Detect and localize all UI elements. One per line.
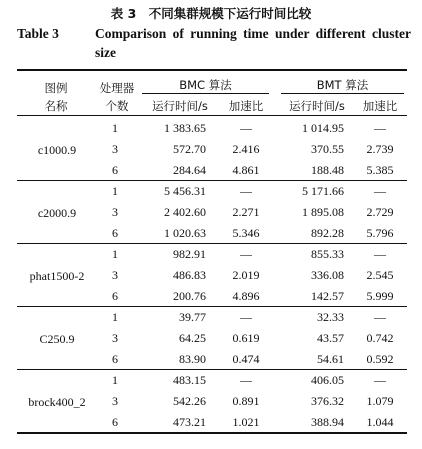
processor-count: 6 — [112, 226, 118, 240]
bmc-speedup: — — [240, 184, 252, 198]
top-rule — [17, 69, 407, 71]
bmc-speedup: — — [240, 247, 252, 261]
bmt-speedup: 1.079 — [366, 394, 394, 408]
graph-name: c1000.9 — [37, 143, 77, 157]
bmc-speedup: 0.474 — [232, 352, 260, 366]
bmt-runtime: 370.55 — [311, 142, 344, 156]
bmt-speedup: — — [374, 247, 386, 261]
bmc-runtime: 284.64 — [173, 163, 206, 177]
header-bmt-runtime: 运行时间/s — [289, 99, 345, 113]
processor-count: 6 — [112, 163, 118, 177]
table-label: Table 3 — [17, 26, 59, 41]
graph-name: c2000.9 — [37, 206, 77, 220]
bmt-speedup: — — [374, 373, 386, 387]
header-graph-name-line1: 图例 — [44, 81, 68, 95]
bmc-runtime: 2 402.60 — [164, 205, 206, 219]
bmt-speedup: — — [374, 184, 386, 198]
bmt-runtime: 388.94 — [311, 415, 344, 429]
bmc-speedup: 5.346 — [232, 226, 260, 240]
header-processors-line2: 个数 — [105, 99, 129, 113]
bmt-speedup: 0.742 — [366, 331, 394, 345]
bmt-runtime: 336.08 — [311, 268, 344, 282]
processor-count: 1 — [112, 247, 118, 261]
bmc-runtime: 542.26 — [173, 394, 206, 408]
bmc-runtime: 200.76 — [173, 289, 206, 303]
processor-count: 6 — [112, 289, 118, 303]
bmc-speedup: 2.416 — [232, 142, 260, 156]
processor-count: 3 — [112, 142, 118, 156]
header-graph-name-line2: 名称 — [44, 99, 68, 113]
bmt-runtime: 43.57 — [317, 331, 344, 345]
bmc-runtime: 486.83 — [173, 268, 206, 282]
bmc-runtime: 64.25 — [179, 331, 206, 345]
bmt-runtime: 406.05 — [311, 373, 344, 387]
bmt-underline — [281, 93, 404, 94]
processor-count: 3 — [112, 394, 118, 408]
processor-count: 3 — [112, 331, 118, 345]
group-separator — [17, 243, 407, 244]
group-separator — [17, 369, 407, 370]
graph-name: brock400_2 — [28, 395, 86, 409]
bmc-runtime: 39.77 — [179, 310, 206, 324]
bmc-speedup: 0.891 — [232, 394, 260, 408]
bmt-runtime: 32.33 — [317, 310, 344, 324]
graph-name: phat1500-2 — [29, 269, 85, 283]
bmc-runtime: 1 383.65 — [164, 121, 206, 135]
bmc-runtime: 473.21 — [173, 415, 206, 429]
processor-count: 6 — [112, 415, 118, 429]
header-bmt-speedup: 加速比 — [362, 99, 398, 113]
processor-count: 3 — [112, 268, 118, 282]
bmt-runtime: 188.48 — [311, 163, 344, 177]
bmc-speedup: 4.861 — [232, 163, 260, 177]
bmt-speedup: 5.385 — [366, 163, 394, 177]
bmc-runtime: 982.91 — [173, 247, 206, 261]
bmc-speedup: 0.619 — [232, 331, 260, 345]
bmc-speedup: 2.019 — [232, 268, 260, 282]
header-rule — [17, 115, 407, 116]
bmt-speedup: — — [374, 310, 386, 324]
header-bmc-speedup: 加速比 — [228, 99, 264, 113]
processor-count: 1 — [112, 121, 118, 135]
bmt-runtime: 376.32 — [311, 394, 344, 408]
bmt-runtime: 142.57 — [311, 289, 344, 303]
header-bmc-runtime: 运行时间/s — [152, 99, 208, 113]
table-caption-cn: 表 3 不同集群规模下运行时间比较 — [110, 6, 312, 21]
bmc-speedup: — — [240, 373, 252, 387]
group-separator — [17, 180, 407, 181]
processor-count: 1 — [112, 184, 118, 198]
bmc-runtime: 572.70 — [173, 142, 206, 156]
bmc-speedup: 4.896 — [232, 289, 260, 303]
bmc-underline — [142, 93, 269, 94]
bmt-speedup: 0.592 — [366, 352, 394, 366]
table-title: Comparison of running time under different cluster size — [95, 26, 411, 60]
bmc-speedup: — — [240, 310, 252, 324]
bmt-runtime: 5 171.66 — [302, 184, 344, 198]
bmt-runtime: 855.33 — [311, 247, 344, 261]
bmc-speedup: 1.021 — [232, 415, 260, 429]
processor-count: 6 — [112, 352, 118, 366]
bmt-runtime: 1 014.95 — [302, 121, 344, 135]
group-separator — [17, 306, 407, 307]
header-processors-line1: 处理器 — [99, 81, 135, 95]
processor-count: 1 — [112, 373, 118, 387]
header-bmt: BMT 算法 — [316, 78, 369, 92]
processor-count: 3 — [112, 205, 118, 219]
bmt-speedup: 5.999 — [366, 289, 394, 303]
bmt-runtime: 1 895.08 — [302, 205, 344, 219]
bmt-speedup: 2.729 — [366, 205, 394, 219]
bmc-runtime: 5 456.31 — [164, 184, 206, 198]
bmt-speedup: — — [374, 121, 386, 135]
bmt-runtime: 892.28 — [311, 226, 344, 240]
processor-count: 1 — [112, 310, 118, 324]
bmc-speedup: 2.271 — [232, 205, 260, 219]
bottom-rule — [17, 432, 407, 434]
bmt-speedup: 5.796 — [366, 226, 394, 240]
bmc-runtime: 1 020.63 — [164, 226, 206, 240]
bmt-speedup: 1.044 — [366, 415, 394, 429]
bmt-speedup: 2.545 — [366, 268, 394, 282]
bmt-speedup: 2.739 — [366, 142, 394, 156]
bmc-runtime: 483.15 — [173, 373, 206, 387]
bmc-speedup: — — [240, 121, 252, 135]
graph-name: C250.9 — [39, 332, 75, 346]
bmt-runtime: 54.61 — [317, 352, 344, 366]
bmc-runtime: 83.90 — [179, 352, 206, 366]
header-bmc: BMC 算法 — [179, 78, 232, 92]
